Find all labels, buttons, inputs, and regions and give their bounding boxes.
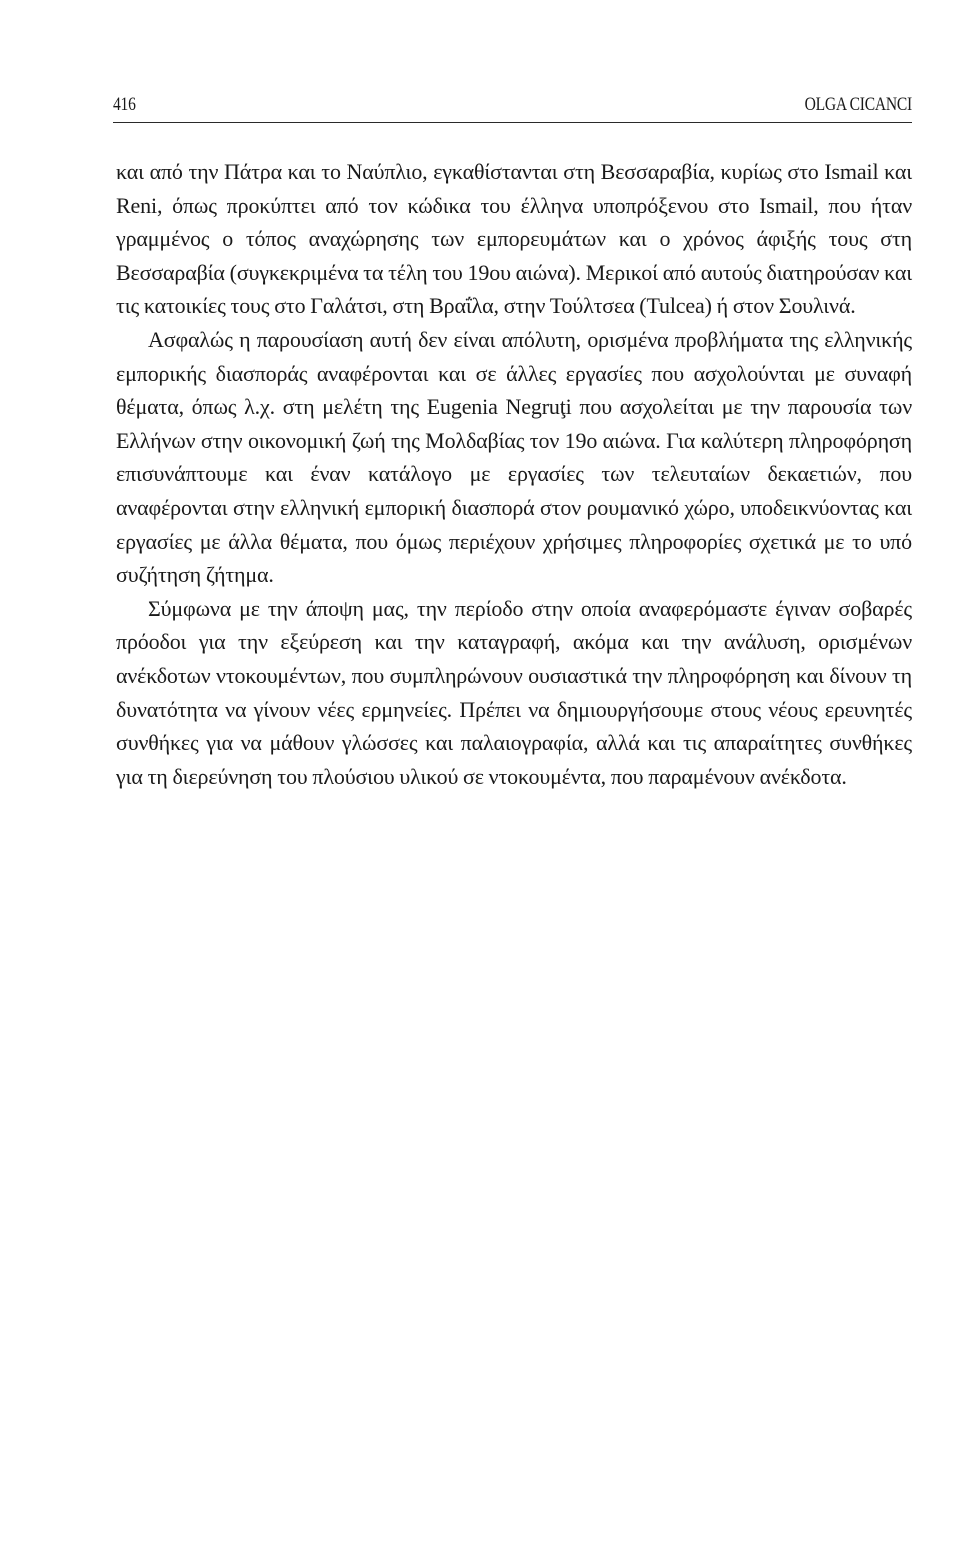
paragraph-3: Σύμφωνα με την άποψη μας, την περίοδο στην οποία αναφερόμαστε έγιναν σοβαρές πρόοδοι για την εξεύρεση και την καταγραφή, ακόμα και την ανάλυση, ορισμένων ανέκδοτων ντοκουμέντων, που συμπληρώνουν ουσιαστικά την πληροφόρηση και δίνουν τη δυνατότητα να γίνουν νέες ερμηνείες. Πρέπει να δημιουργήσουμε στους νέους ερευνητές συνθήκες για να μάθουν γλώσσες και παλαιογραφία, αλλά και τις απαραίτητες συνθήκες για τη διερεύνηση του πλούσιου υλικού σε ντοκουμέντα, που παραμένουν ανέκδοτα.: [116, 595, 912, 789]
running-head-author: OLGA CICANCI: [804, 94, 912, 115]
paragraph-1: και από την Πάτρα και το Ναύπλιο, εγκαθίστανται στη Βεσσαραβία, κυρίως στο Ismail και Reni, όπως προκύπτει από τον κώδικα του έλληνα υποπρόξενου στο Ismail, που ήταν γραμμένος ο τόπος αναχώρησης των εμπορευμάτων και ο χρόνος άφιξής τους στη Βεσσαραβία (συγκεκριμένα τα τέλη του 19ου αιώνα). Μερικοί από αυτούς διατηρούσαν και τις κατοικίες τους στο Γαλάτσι, στη Βραΐλα, στην Τούλτσεα (Tulcea) ή στον Σουλινά.: [116, 159, 913, 319]
page-number: 416: [113, 94, 136, 115]
running-head: [113, 90, 912, 123]
paragraph-2: Ασφαλώς η παρουσίαση αυτή δεν είναι απόλυτη, ορισμένα προβλήματα της ελληνικής εμπορικής διασποράς αναφέρονται και σε άλλες εργασίες που ασχολούνται με συναφή θέματα, όπως λ.χ. στη μελέτη της Eugenia Negruţi που ασχολείται με την παρουσία των Ελλήνων στην οικονομική ζωή της Μολδαβίας τον 19ο αιώνα. Για καλύτερη πληροφόρηση επισυνάπτουμε και έναν κατάλογο με εργασίες των τελευταίων δεκαετιών, που αναφέρονται στην ελληνική εμπορική διασπορά στον ρουμανικό χώρο, υποδεικνύοντας και εργασίες με άλλα θέματα, που όμως περιέχουν χρήσιμες πληροφορίες σχετικά με το υπό συζήτηση ζήτημα.: [116, 326, 912, 588]
body-text: [116, 155, 912, 793]
